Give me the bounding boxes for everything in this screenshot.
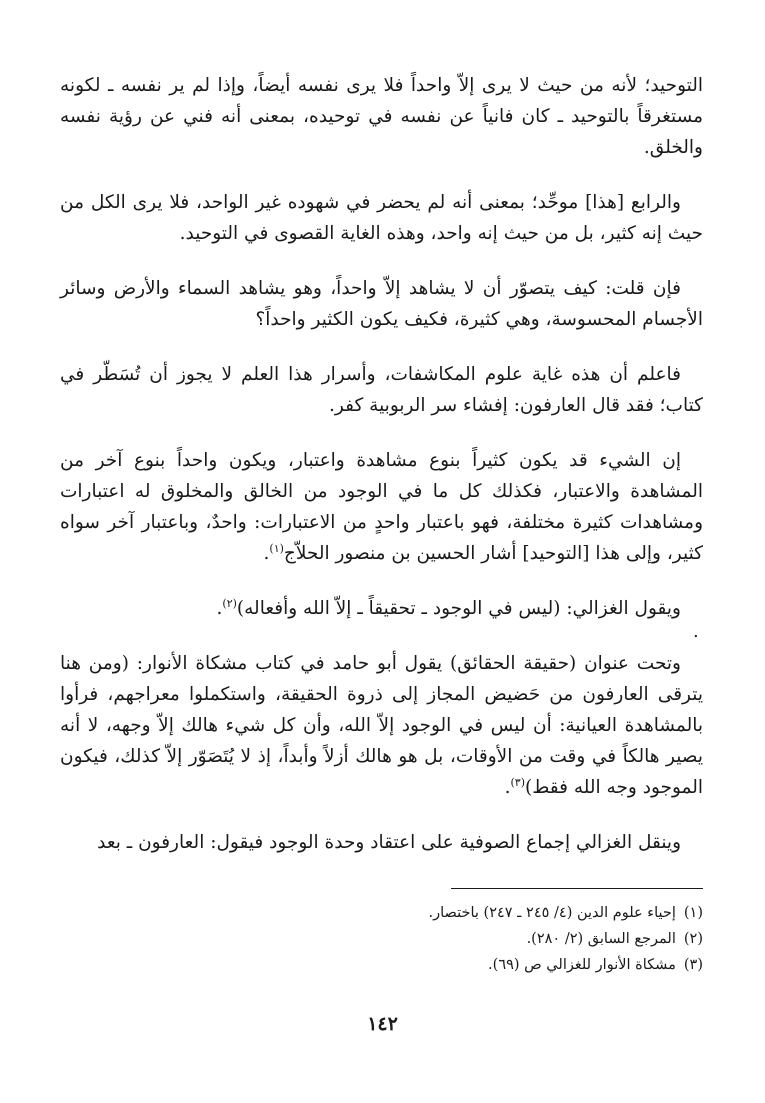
paragraph-3 [60,273,703,335]
paragraph-text: ويقول الغزالي: (ليس في الوجود ـ تحقيقاً ـ إلاّ الله وأفعاله) [236,598,681,619]
paragraph-8 [60,827,703,858]
paragraph-text: وينقل الغزالي إجماع الصوفية على اعتقاد وحدة الوجود فيقول: العارفون ـ بعد [97,832,681,853]
page-number: ١٤٢ [367,1013,398,1035]
paragraph-1 [60,70,703,163]
footnote-text: إحياء علوم الدين (٤/ ٢٤٥ ـ ٢٤٧) باختصار. [428,905,676,921]
footnote-text: المرجع السابق (٢/ ٢٨٠). [526,931,676,947]
footnote-text: مشكاة الأنوار للغزالي ص (٦٩). [488,957,676,973]
main-text [60,70,703,882]
paragraph-text: إن الشيء قد يكون كثيراً بنوع مشاهدة واعتبار، ويكون واحداً بنوع آخر من المشاهدة والاعتبار، فكذلك كل ما في الوجود من الخالق والمخلوق له اعتبارات ومشاهدات كثيرة مختلفة، فهو باعتبار واحدٍ من الاعتبارات: واحدٌ، وباعتبار آخر سواه كثير، وإلى هذا [التوحيد] أشار الحسين بن منصور الحلاّج [60,450,703,564]
margin-dot: . [693,621,699,642]
footnote-ref-1[interactable]: (١) [269,541,284,555]
paragraph-text: فإن قلت: كيف يتصوّر أن لا يشاهد إلاّ واحداً، وهو يشاهد السماء والأرض وسائر الأجسام المحسوسة، وهي كثيرة، فكيف يكون الكثير واحداً؟ [60,278,703,330]
paragraph-text: والرابع [هذا] موحِّد؛ بمعنى أنه لم يحضر في شهوده غير الواحد، فلا يرى الكل من حيث إنه كثير، بل من حيث إنه واحد، وهذه الغاية القصوى في التوحيد. [60,192,703,244]
footnote-ref-2[interactable]: (٢) [222,596,237,610]
footnote-number: (٢) [683,931,703,947]
paragraph-6: ويقول الغزالي: (ليس في الوجود ـ تحقيقاً ـ إلاّ الله وأفعاله)$^{(٢)}$. [216,596,681,619]
footnotes [60,900,703,978]
footnote-1 [60,900,703,926]
paragraph-text: وتحت عنوان (حقيقة الحقائق) يقول أبو حامد في كتاب مشكاة الأنوار: (ومن هنا يترقى العارفون من حَضيض المجاز إلى ذروة الحقيقة، واستكملوا معراجهم، فرأوا بالمشاهدة العيانية: أن ليس في الوجود إلاّ الله، وأن كل شيء هالك إلاّ وجهه، لا أنه يصير هالكاً في وقت من الأوقات، بل هو هالك أزلاً وأبداً، إذ لا يُتَصَوّر إلاّ كذلك، فيكون الموجود وجه الله فقط) [60,653,703,798]
footnote-number: (٣) [683,957,703,973]
footnote-divider [451,888,703,889]
footnote-number: (١) [683,905,703,921]
footnote-2 [60,926,703,952]
paragraph-4 [60,359,703,421]
paragraph-text: فاعلم أن هذه غاية علوم المكاشفات، وأسرار هذا العلم لا يجوز أن تُسَطّر في كتاب؛ فقد قال العارفون: إفشاء سر الربوبية كفر. [60,364,703,416]
paragraph-5: إن الشيء قد يكون كثيراً بنوع مشاهدة واعتبار، ويكون واحداً بنوع آخر من المشاهدة والاعتبار، فكذلك كل ما في الوجود من الخالق والمخلوق له اعتبارات ومشاهدات كثيرة مختلفة، فهو باعتبار واحدٍ من الاعتبارات: واحدٌ، وباعتبار آخر سواه كثير، وإلى هذا [التوحيد] أشار الحسين بن منصور الحلاّج$^{(١)}$. [60,450,703,564]
footnote-ref-3[interactable]: (٣) [510,775,525,789]
paragraph-7: وتحت عنوان (حقيقة الحقائق) يقول أبو حامد في كتاب مشكاة الأنوار: (ومن هنا يترقى العارفون من حَضيض المجاز إلى ذروة الحقيقة، واستكملوا معراجهم، فرأوا بالمشاهدة العيانية: أن ليس في الوجود إلاّ الله، وأن كل شيء هالك إلاّ وجهه، لا أنه يصير هالكاً في وقت من الأوقات، بل هو هالك أزلاً وأبداً، إذ لا يُتَصَوّر إلاّ كذلك، فيكون الموجود وجه الله فقط)$^{(٣)}$. [60,653,703,798]
paragraph-text: التوحيد؛ لأنه من حيث لا يرى إلاّ واحداً فلا يرى نفسه أيضاً، وإذا لم ير نفسه ـ لكونه مستغرقاً بالتوحيد ـ كان فانياً عن نفسه في توحيده، بمعنى أنه فني عن رؤية نفسه والخلق. [60,75,703,158]
footnote-3 [60,952,703,978]
paragraph-2 [60,187,703,249]
